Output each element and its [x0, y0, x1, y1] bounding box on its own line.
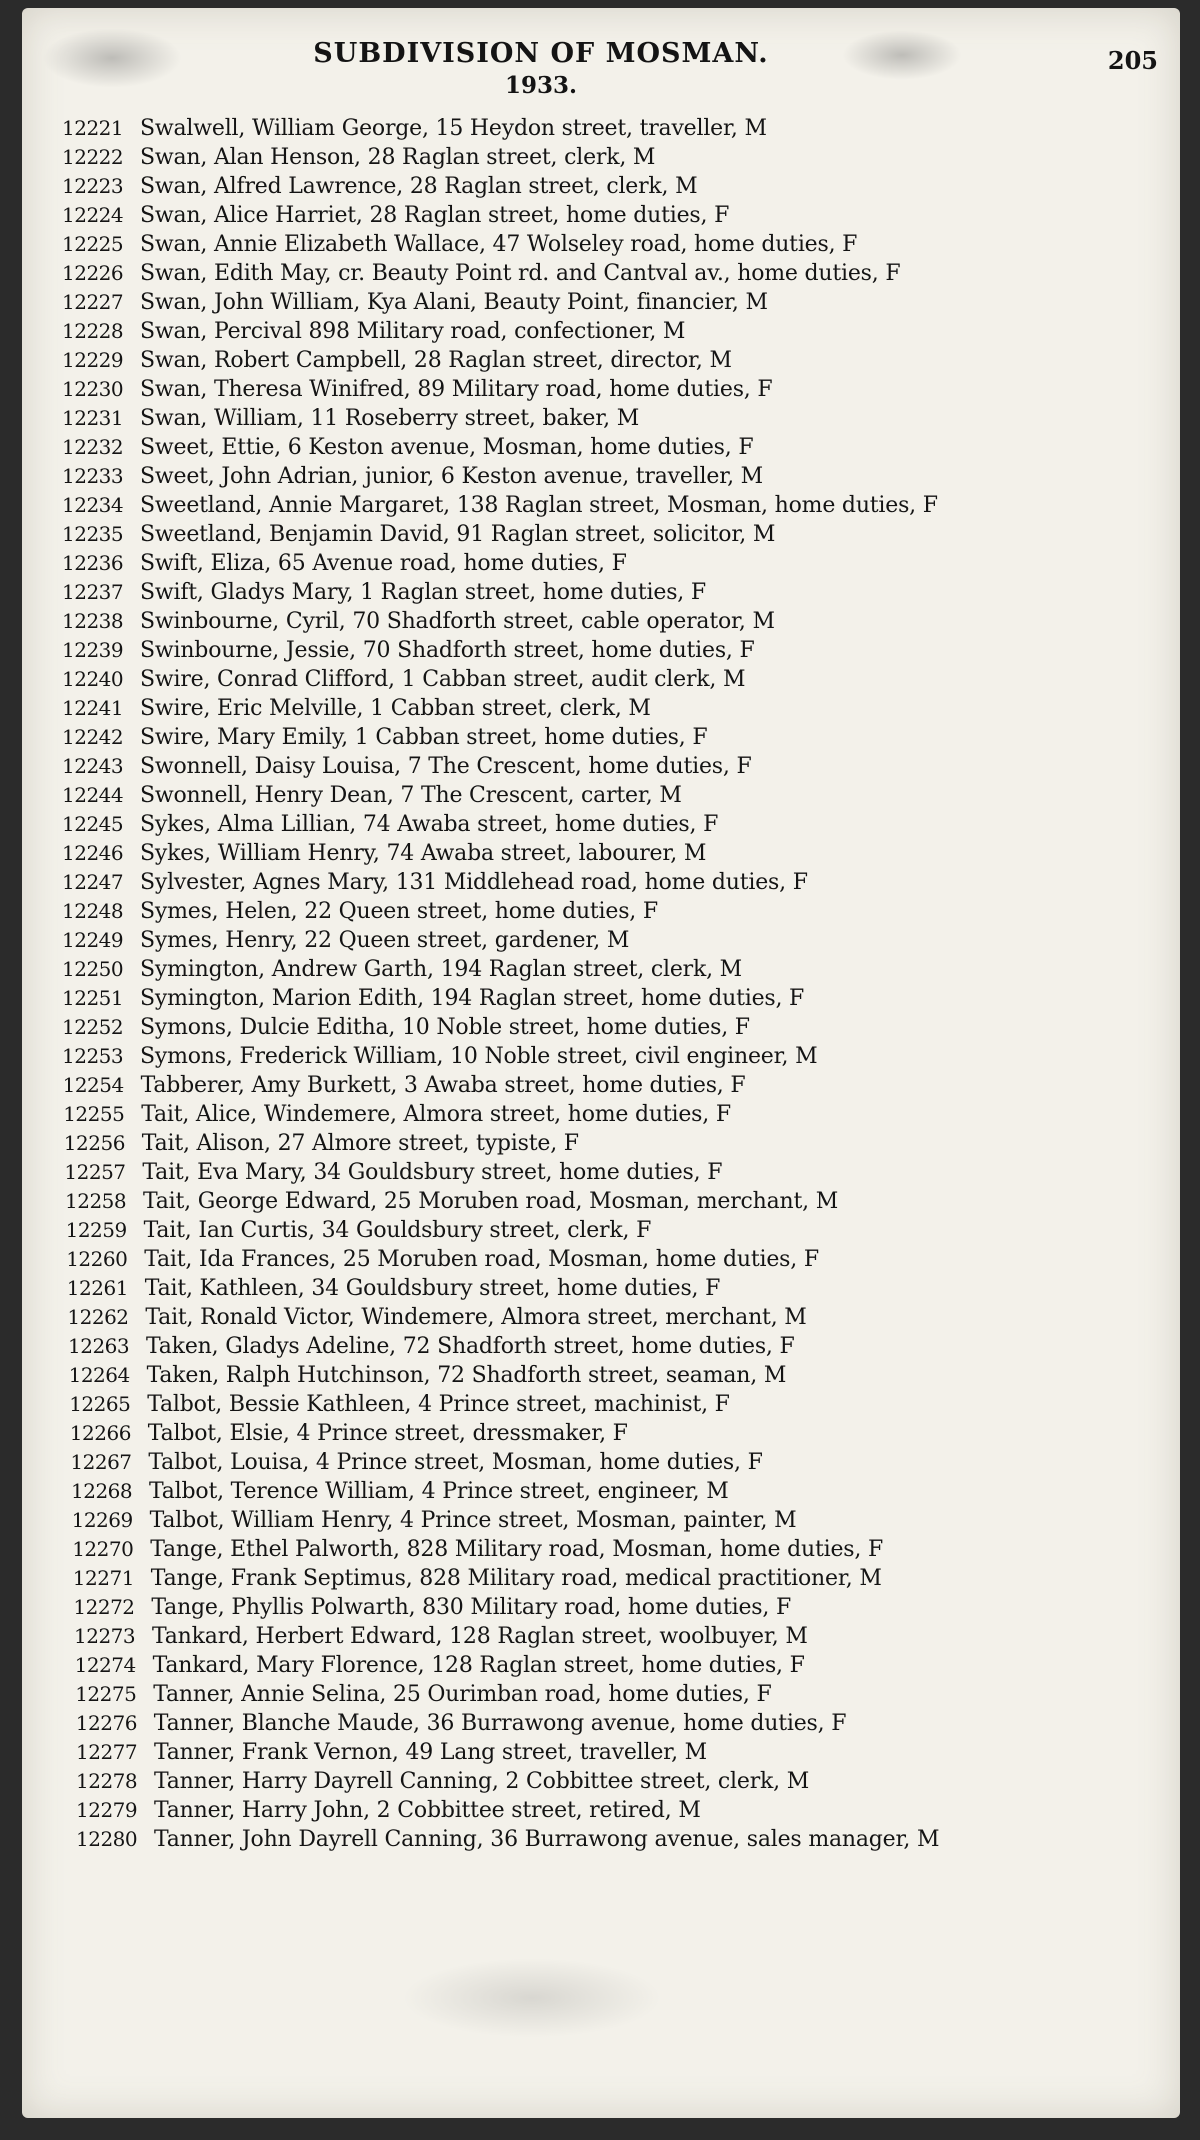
entry-text: Sweet, Ettie, 6 Keston avenue, Mosman, home duties, F: [140, 435, 754, 460]
list-item: [62, 172, 1172, 201]
entry-text: Tanner, Annie Selina, 25 Ourimban road, home duties, F: [153, 1682, 772, 1707]
entry-number: 12247: [62, 870, 124, 894]
entry-number: 12274: [74, 1653, 136, 1677]
entry-text: Symes, Henry, 22 Queen street, gardener, M: [140, 928, 630, 953]
entry-text: Tait, Kathleen, 34 Gouldsbury street, home duties, F: [144, 1276, 721, 1301]
entry-number: 12254: [62, 1073, 124, 1097]
entry-text: Swonnell, Henry Dean, 7 The Crescent, carter, M: [140, 783, 682, 808]
entry-text: Tankard, Herbert Edward, 128 Raglan street, woolbuyer, M: [152, 1624, 808, 1649]
entry-text: Tange, Frank Septimus, 828 Military road, medical practitioner, M: [150, 1566, 882, 1591]
entry-text: Swire, Eric Melville, 1 Cabban street, clerk, M: [140, 696, 651, 721]
page-number: 205: [1107, 46, 1158, 75]
entry-text: Tait, Alison, 27 Almore street, typiste, F: [141, 1131, 579, 1156]
list-item: [73, 1593, 1172, 1622]
list-item: [62, 259, 1172, 288]
entry-text: Swan, Percival 898 Military road, confectioner, M: [140, 319, 686, 344]
entry-number: 12239: [62, 638, 124, 662]
entry-number: 12268: [71, 1479, 133, 1503]
entry-number: 12248: [62, 899, 124, 923]
entry-text: Sykes, William Henry, 74 Awaba street, labourer, M: [140, 841, 707, 866]
list-item: [62, 694, 1172, 723]
list-item: [66, 1245, 1172, 1274]
entry-number: 12249: [62, 928, 124, 952]
entry-number: 12264: [68, 1363, 130, 1387]
list-item: [65, 1187, 1172, 1216]
entry-text: Swan, Robert Campbell, 28 Raglan street, director, M: [140, 348, 732, 373]
list-item: [62, 752, 1172, 781]
ink-smudge: [402, 1958, 662, 2038]
entry-number: 12244: [62, 783, 124, 807]
entry-text: Tait, Ida Frances, 25 Moruben road, Mosman, home duties, F: [144, 1247, 819, 1272]
entry-number: 12225: [62, 232, 124, 256]
entry-number: 12269: [71, 1508, 133, 1532]
list-item: [62, 810, 1172, 839]
list-item: [76, 1767, 1172, 1796]
list-item: [62, 288, 1172, 317]
entry-number: 12280: [76, 1827, 138, 1851]
entry-number: 12250: [62, 957, 124, 981]
list-item: [62, 404, 1172, 433]
entry-number: 12255: [63, 1102, 125, 1126]
list-item: [62, 230, 1172, 259]
entry-text: Tait, George Edward, 25 Moruben road, Mosman, merchant, M: [143, 1189, 839, 1214]
list-item: [68, 1332, 1172, 1361]
entry-text: Tanner, Blanche Maude, 36 Burrawong avenue, home duties, F: [153, 1711, 847, 1736]
entry-number: 12221: [62, 116, 124, 140]
list-item: [62, 491, 1172, 520]
entry-text: Tabberer, Amy Burkett, 3 Awaba street, home duties, F: [140, 1073, 746, 1098]
entry-number: 12229: [62, 348, 124, 372]
entry-text: Symington, Andrew Garth, 194 Raglan street, clerk, M: [140, 957, 743, 982]
entry-text: Swire, Conrad Clifford, 1 Cabban street, audit clerk, M: [140, 667, 746, 692]
entry-number: 12227: [62, 290, 124, 314]
list-item: [62, 346, 1172, 375]
entry-text: Sweetland, Benjamin David, 91 Raglan street, solicitor, M: [140, 522, 776, 547]
list-item: [62, 839, 1172, 868]
list-item: [62, 607, 1172, 636]
entry-text: Tait, Alice, Windemere, Almora street, home duties, F: [141, 1102, 731, 1127]
entry-text: Talbot, Louisa, 4 Prince street, Mosman, home duties, F: [148, 1450, 763, 1475]
entry-number: 12224: [62, 203, 124, 227]
entry-number: 12267: [70, 1450, 132, 1474]
list-item: [62, 114, 1172, 143]
entry-text: Swire, Mary Emily, 1 Cabban street, home duties, F: [140, 725, 708, 750]
page-title: SUBDIVISION OF MOSMAN.: [313, 38, 769, 69]
list-item: [62, 1013, 1172, 1042]
list-item: [62, 317, 1172, 346]
list-item: [67, 1274, 1172, 1303]
list-item: [71, 1477, 1172, 1506]
list-item: [76, 1796, 1172, 1825]
entry-text: Tanner, John Dayrell Canning, 36 Burrawong avenue, sales manager, M: [154, 1827, 940, 1852]
list-item: [62, 868, 1172, 897]
list-item: [75, 1651, 1172, 1680]
entry-text: Tange, Ethel Palworth, 828 Military road, Mosman, home duties, F: [150, 1537, 884, 1562]
entry-text: Tait, Eva Mary, 34 Gouldsbury street, home duties, F: [142, 1160, 723, 1185]
entry-number: 12256: [63, 1131, 125, 1155]
list-item: [62, 520, 1172, 549]
list-item: [63, 1100, 1172, 1129]
list-item: [62, 781, 1172, 810]
entry-number: 12263: [68, 1334, 130, 1358]
entry-number: 12262: [67, 1305, 129, 1329]
entry-text: Swan, Alfred Lawrence, 28 Raglan street, clerk, M: [140, 174, 698, 199]
entry-number: 12238: [62, 609, 124, 633]
list-item: [74, 1622, 1172, 1651]
entry-text: Swinbourne, Jessie, 70 Shadforth street, home duties, F: [140, 638, 755, 663]
entry-text: Sweet, John Adrian, junior, 6 Keston avenue, traveller, M: [140, 464, 764, 489]
entry-number: 12251: [62, 986, 124, 1010]
entry-number: 12231: [62, 406, 124, 430]
entry-number: 12245: [62, 812, 124, 836]
entry-text: Talbot, William Henry, 4 Prince street, Mosman, painter, M: [149, 1508, 797, 1533]
entry-number: 12252: [62, 1015, 124, 1039]
list-item: [62, 143, 1172, 172]
entry-number: 12276: [75, 1711, 137, 1735]
list-item: [64, 1129, 1172, 1158]
list-item: [63, 1071, 1172, 1100]
entry-number: 12236: [62, 551, 124, 575]
entry-text: Tanner, Harry Dayrell Canning, 2 Cobbittee street, clerk, M: [154, 1769, 810, 1794]
entry-number: 12242: [62, 725, 124, 749]
entry-text: Taken, Gladys Adeline, 72 Shadforth street, home duties, F: [146, 1334, 795, 1359]
list-item: [62, 926, 1172, 955]
list-item: [62, 462, 1172, 491]
entry-text: Tange, Phyllis Polwarth, 830 Military road, home duties, F: [151, 1595, 792, 1620]
entry-number: 12230: [62, 377, 124, 401]
entry-number: 12260: [66, 1247, 128, 1271]
list-item: [62, 984, 1172, 1013]
list-item: [62, 897, 1172, 926]
entry-text: Tankard, Mary Florence, 128 Raglan street, home duties, F: [152, 1653, 805, 1678]
entry-number: 12228: [62, 319, 124, 343]
entry-text: Sykes, Alma Lillian, 74 Awaba street, home duties, F: [140, 812, 719, 837]
entry-text: Swift, Gladys Mary, 1 Raglan street, home duties, F: [140, 580, 706, 605]
list-item: [75, 1680, 1172, 1709]
list-item: [73, 1564, 1172, 1593]
list-item: [67, 1303, 1172, 1332]
entry-number: 12261: [66, 1276, 128, 1300]
entry-text: Symons, Frederick William, 10 Noble street, civil engineer, M: [140, 1044, 818, 1069]
entry-text: Swan, Alice Harriet, 28 Raglan street, home duties, F: [140, 203, 730, 228]
entry-number: 12266: [69, 1421, 131, 1445]
list-item: [70, 1448, 1172, 1477]
entry-number: 12270: [72, 1537, 134, 1561]
entry-text: Sylvester, Agnes Mary, 131 Middlehead road, home duties, F: [140, 870, 808, 895]
entry-number: 12226: [62, 261, 124, 285]
entry-number: 12237: [62, 580, 124, 604]
entry-text: Swalwell, William George, 15 Heydon street, traveller, M: [140, 116, 767, 141]
entry-number: 12241: [62, 696, 124, 720]
directory-page: [22, 8, 1180, 2118]
entry-text: Sweetland, Annie Margaret, 138 Raglan street, Mosman, home duties, F: [140, 493, 938, 518]
entry-number: 12234: [62, 493, 124, 517]
list-item: [62, 375, 1172, 404]
entry-text: Swinbourne, Cyril, 70 Shadforth street, cable operator, M: [140, 609, 775, 634]
entry-text: Swan, John William, Kya Alani, Beauty Point, financier, M: [140, 290, 768, 315]
list-item: [62, 1042, 1172, 1071]
entry-text: Swan, Edith May, cr. Beauty Point rd. and Cantval av., home duties, F: [140, 261, 901, 286]
entry-text: Symons, Dulcie Editha, 10 Noble street, home duties, F: [140, 1015, 750, 1040]
list-item: [62, 578, 1172, 607]
entry-text: Swan, Alan Henson, 28 Raglan street, clerk, M: [140, 145, 656, 170]
entry-text: Swan, Annie Elizabeth Wallace, 47 Wolseley road, home duties, F: [140, 232, 858, 257]
entry-text: Swan, Theresa Winifred, 89 Military road, home duties, F: [140, 377, 773, 402]
list-item: [76, 1738, 1172, 1767]
entry-number: 12271: [72, 1566, 134, 1590]
entry-number: 12222: [62, 145, 124, 169]
entry-number: 12235: [62, 522, 124, 546]
list-item: [69, 1361, 1172, 1390]
entry-text: Tanner, Frank Vernon, 49 Lang street, traveller, M: [154, 1740, 707, 1765]
entry-text: Tanner, Harry John, 2 Cobbittee street, retired, M: [154, 1798, 701, 1823]
entry-text: Symington, Marion Edith, 194 Raglan street, home duties, F: [140, 986, 805, 1011]
page-year: 1933.: [504, 72, 578, 99]
list-item: [62, 549, 1172, 578]
list-item: [62, 201, 1172, 230]
list-item: [72, 1506, 1172, 1535]
entry-number: 12278: [76, 1769, 138, 1793]
entry-text: Symes, Helen, 22 Queen street, home duties, F: [140, 899, 658, 924]
entry-text: Talbot, Bessie Kathleen, 4 Prince street, machinist, F: [147, 1392, 730, 1417]
entry-number: 12273: [74, 1624, 136, 1648]
entry-number: 12257: [64, 1160, 126, 1184]
entry-text: Tait, Ian Curtis, 34 Gouldsbury street, clerk, F: [143, 1218, 652, 1243]
entry-number: 12275: [75, 1682, 137, 1706]
entry-number: 12240: [62, 667, 124, 691]
entry-number: 12232: [62, 435, 124, 459]
list-item: [69, 1390, 1172, 1419]
entry-number: 12279: [76, 1798, 138, 1822]
entry-number: 12253: [62, 1044, 124, 1068]
entry-number: 12265: [69, 1392, 131, 1416]
list-item: [70, 1419, 1172, 1448]
list-item: [72, 1535, 1172, 1564]
entry-number: 12233: [62, 464, 124, 488]
list-item: [76, 1709, 1172, 1738]
list-item: [62, 665, 1172, 694]
list-item: [62, 955, 1172, 984]
entry-number: 12223: [62, 174, 124, 198]
entry-text: Tait, Ronald Victor, Windemere, Almora street, merchant, M: [145, 1305, 807, 1330]
entry-text: Talbot, Terence William, 4 Prince street, engineer, M: [149, 1479, 729, 1504]
entry-list: [62, 114, 1172, 1854]
entry-number: 12272: [73, 1595, 135, 1619]
list-item: [76, 1825, 1172, 1854]
list-item: [66, 1216, 1172, 1245]
entry-number: 12246: [62, 841, 124, 865]
entry-text: Swan, William, 11 Roseberry street, baker, M: [140, 406, 640, 431]
list-item: [62, 723, 1172, 752]
entry-text: Swonnell, Daisy Louisa, 7 The Crescent, home duties, F: [140, 754, 752, 779]
entry-number: 12277: [76, 1740, 138, 1764]
entry-text: Talbot, Elsie, 4 Prince street, dressmaker, F: [147, 1421, 628, 1446]
list-item: [62, 433, 1172, 462]
entry-text: Swift, Eliza, 65 Avenue road, home duties, F: [140, 551, 627, 576]
entry-number: 12258: [65, 1189, 127, 1213]
entry-number: 12259: [65, 1218, 127, 1242]
entry-text: Taken, Ralph Hutchinson, 72 Shadforth street, seaman, M: [146, 1363, 787, 1388]
entry-number: 12243: [62, 754, 124, 778]
list-item: [62, 636, 1172, 665]
list-item: [64, 1158, 1172, 1187]
